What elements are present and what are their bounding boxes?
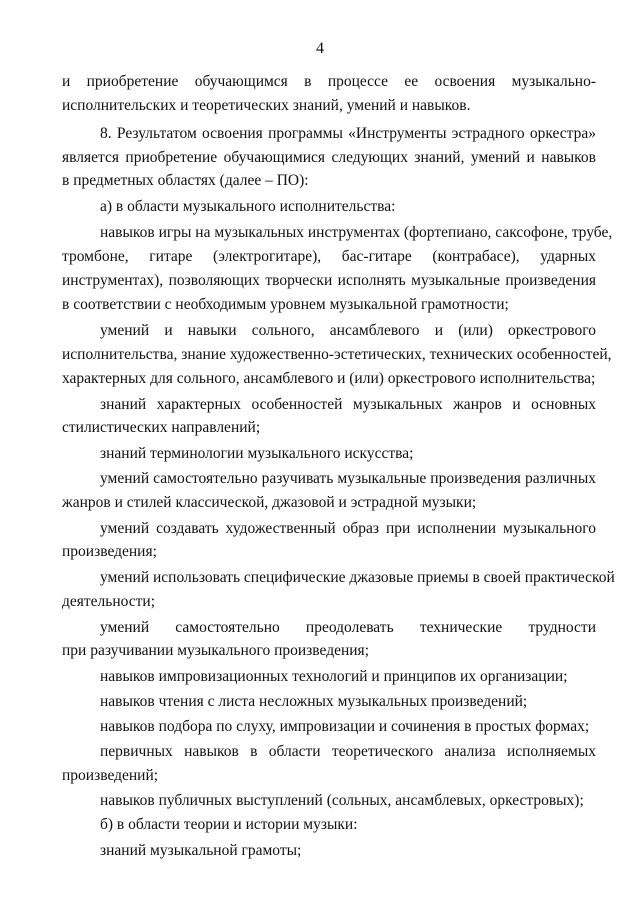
text-line: исполнительства, знание художественно-эстетических, технических особенностей,: [62, 346, 612, 363]
text-line: б) в области теории и истории музыки:: [100, 816, 358, 833]
text-line: навыков игры на музыкальных инструментах (фортепиано, саксофоне, трубе,: [100, 224, 613, 241]
text-line: характерных для сольного, ансамблевого и (или) оркестрового исполнительства;: [62, 370, 596, 387]
text-line: знаний терминологии музыкального искусства;: [100, 445, 414, 462]
text-line: исполнительских и теоретических знаний, умений и навыков.: [62, 97, 471, 114]
text-line: умений создавать художественный образ при исполнении музыкального: [100, 520, 596, 537]
text-line: навыков публичных выступлений (сольных, ансамблевых, оркестровых);: [100, 792, 584, 809]
text-line: стилистических направлений;: [62, 419, 261, 436]
text-line: произведения;: [62, 543, 157, 560]
text-line: является приобретение обучающимися следующих знаний, умений и навыков: [62, 149, 596, 166]
text-line: жанров и стилей классической, джазовой и эстрадной музыки;: [62, 494, 477, 511]
text-line: 8. Результатом освоения программы «Инструменты эстрадного оркестра»: [100, 125, 596, 142]
text-line: и приобретение обучающимся в процессе ее освоения музыкально-: [62, 73, 596, 90]
page-number: 4: [316, 40, 324, 57]
text-line: навыков импровизационных технологий и принципов их организации;: [100, 668, 568, 685]
text-line: знаний характерных особенностей музыкальных жанров и основных: [100, 396, 596, 413]
text-line: умений использовать специфические джазовые приемы в своей практической: [100, 569, 615, 586]
text-line: при разучивании музыкального произведения;: [62, 642, 369, 659]
text-line: в соответствии с необходимым уровнем музыкальной грамотности;: [62, 296, 509, 313]
text-line: знаний музыкальной грамоты;: [100, 842, 302, 859]
text-line: умений и навыки сольного, ансамблевого и (или) оркестрового: [100, 322, 596, 339]
text-line: произведений;: [62, 767, 159, 784]
text-line: а) в области музыкального исполнительства:: [100, 198, 396, 215]
text-line: деятельности;: [62, 593, 156, 610]
text-line: инструментах), позволяющих творчески исполнять музыкальные произведения: [62, 272, 596, 289]
text-line: навыков чтения с листа несложных музыкальных произведений;: [100, 693, 528, 710]
text-line: первичных навыков в области теоретического анализа исполняемых: [100, 743, 596, 760]
text-line: умений самостоятельно разучивать музыкальные произведения различных: [100, 470, 596, 487]
text-line: в предметных областях (далее – ПО):: [62, 172, 309, 189]
text-line: умений самостоятельно преодолевать технические трудности: [100, 619, 596, 636]
text-line: тромбоне, гитаре (электрогитаре), бас-гитаре (контрабасе), ударных: [62, 248, 596, 265]
text-line: навыков подбора по слуху, импровизации и сочинения в простых формах;: [100, 718, 590, 735]
